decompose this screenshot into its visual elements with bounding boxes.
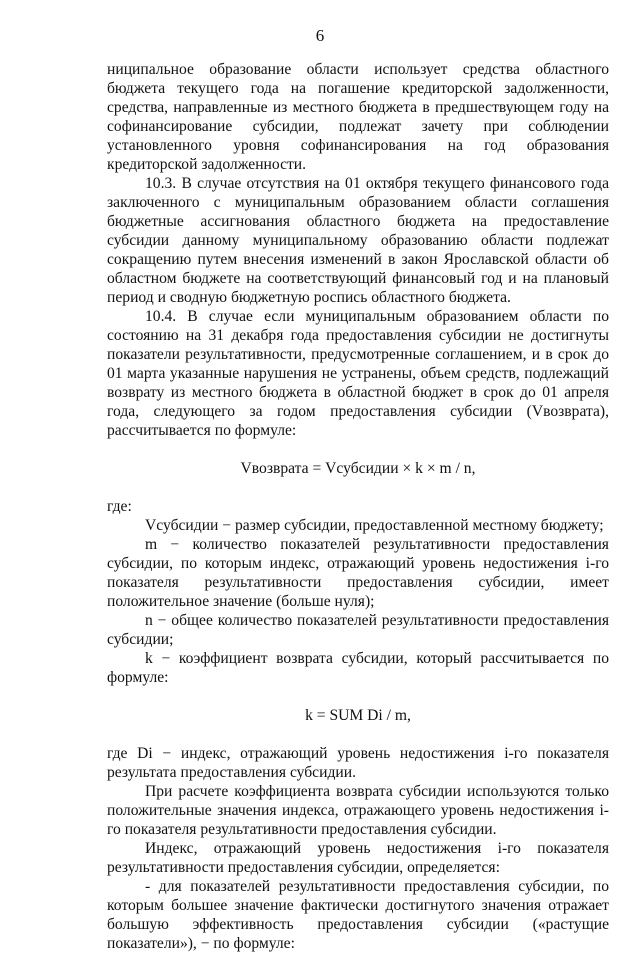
paragraph-10-4: 10.4. В случае если муниципальным образованием области по состоянию на 31 декабря года предоставления субсидии не достигнуты показатели результативности, предусмотренные соглашением, и в срок до 01 марта указанные нарушения не устранены, объем средств, подлежащий возврату из местного бюджета в областной бюджет в срок до 01 апреля года, следующего за годом предоставления субсидии (Vвозврата), рассчитывается по формуле: — [107, 308, 609, 439]
paragraph-growing-indicators: - для показателей результативности предоставления субсидии, по которым большее значение фактически достигнутого значения отражает большую эффективность предоставления субсидии («растущие показатели»), − по формуле: — [107, 878, 609, 952]
paragraph-continuation: ниципальное образование области использует средства областного бюджета текущего года на погашение кредиторской задолженности, средства, направленные из местного бюджета в предшествующем году на софинансирование субсидии, подлежат зачету при соблюдении установленного уровня софинансирования на год образования кредиторской задолженности. — [107, 61, 609, 173]
paragraph-index-definition: Индекс, отражающий уровень недостижения i-го показателя результативности предоставления субсидии, определяется: — [107, 840, 609, 876]
paragraph-10-3: 10.3. В случае отсутствия на 01 октября текущего финансового года заключенного с муниципальным образованием области соглашения бюджетные ассигнования областного бюджета на предоставление субсидии данному муниципальному образованию области подлежат сокращению путем внесения изменений в закон Ярославской области об областном бюджете на соответствующий финансовый год и на плановый период и сводную бюджетную роспись областного бюджета. — [107, 175, 609, 306]
definition-n: n − общее количество показателей результативности предоставления субсидии; — [107, 612, 609, 648]
formula-return-volume: Vвозврата = Vсубсидии × k × m / n, — [240, 460, 476, 477]
paragraph-calculation-note: При расчете коэффициента возврата субсидии используются только положительные значения индекса, отражающего уровень недостижения i-го показателя результативности предоставления субсидии. — [107, 783, 609, 838]
document-body — [107, 60, 609, 953]
definition-k: k − коэффициент возврата субсидии, который рассчитывается по формуле: — [107, 650, 609, 686]
definition-m: m − количество показателей результативности предоставления субсидии, по которым индекс, отражающий уровень недостижения i-го показателя результативности предоставления субсидии, имеет положительное значение (больше нуля); — [107, 536, 609, 610]
page-number: 6 — [315, 26, 325, 45]
where-label: где: — [107, 498, 132, 515]
definition-v-subsidy: Vсубсидии − размер субсидии, предоставленной местному бюджету; — [145, 517, 604, 534]
formula-k-coefficient: k = SUM Di / m, — [305, 707, 411, 724]
definition-di: где Di − индекс, отражающий уровень недостижения i-го показателя результата предоставления субсидии. — [107, 745, 609, 781]
